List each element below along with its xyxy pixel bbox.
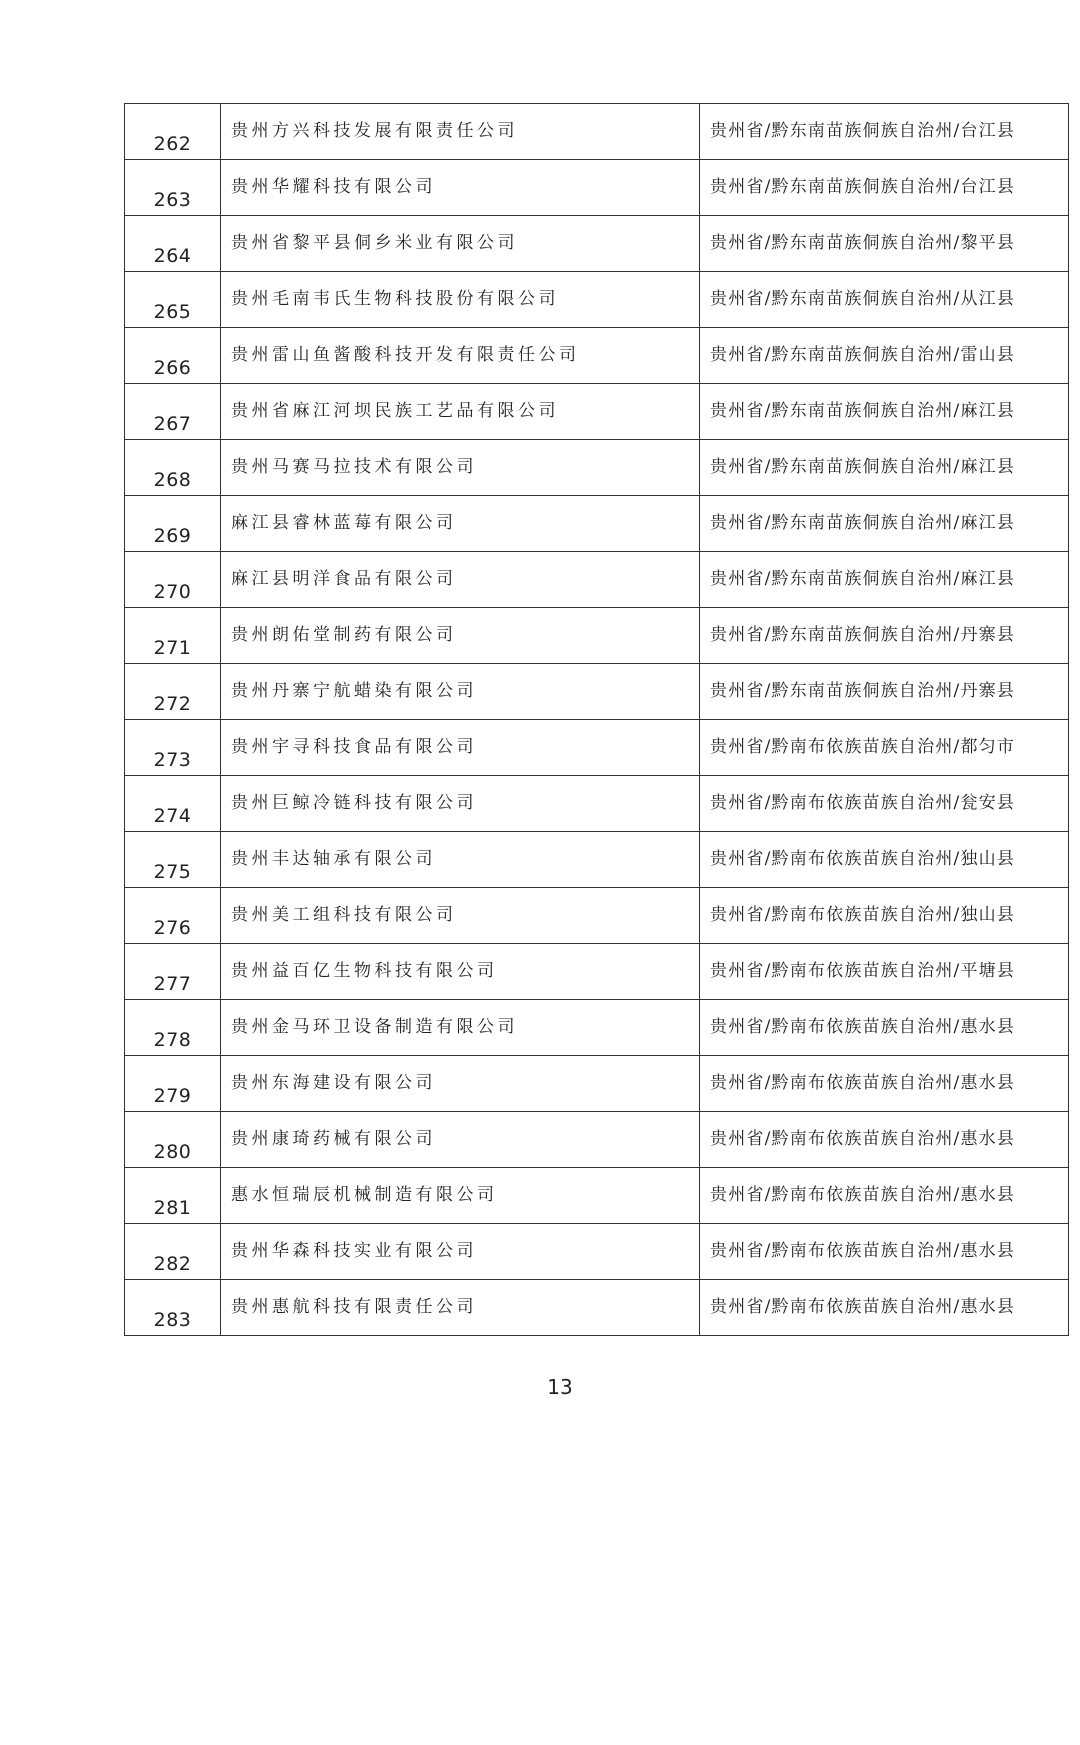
company-region: 贵州省/黔南布依族苗族自治州/惠水县 [700,1056,1069,1112]
company-region: 贵州省/黔东南苗族侗族自治州/麻江县 [700,440,1069,496]
company-name: 贵州华耀科技有限公司 [221,160,700,216]
company-region: 贵州省/黔东南苗族侗族自治州/麻江县 [700,384,1069,440]
table-row [125,328,1069,384]
company-name: 贵州美工组科技有限公司 [221,888,700,944]
table-row [125,496,1069,552]
company-region: 贵州省/黔南布依族苗族自治州/独山县 [700,832,1069,888]
company-name: 贵州朗佑堂制药有限公司 [221,608,700,664]
table-row [125,1056,1069,1112]
company-name: 贵州巨鲸冷链科技有限公司 [221,776,700,832]
company-region: 贵州省/黔东南苗族侗族自治州/麻江县 [700,552,1069,608]
row-number: 273 [125,720,221,776]
row-number: 275 [125,832,221,888]
company-region: 贵州省/黔东南苗族侗族自治州/从江县 [700,272,1069,328]
row-number: 268 [125,440,221,496]
company-region: 贵州省/黔东南苗族侗族自治州/丹寨县 [700,664,1069,720]
company-region: 贵州省/黔南布依族苗族自治州/惠水县 [700,1280,1069,1336]
table-row [125,216,1069,272]
row-number: 264 [125,216,221,272]
table-row [125,1280,1069,1336]
company-region: 贵州省/黔南布依族苗族自治州/平塘县 [700,944,1069,1000]
row-number: 276 [125,888,221,944]
row-number: 265 [125,272,221,328]
table-row [125,888,1069,944]
row-number: 270 [125,552,221,608]
company-region: 贵州省/黔南布依族苗族自治州/惠水县 [700,1224,1069,1280]
company-name: 贵州丹寨宁航蜡染有限公司 [221,664,700,720]
company-region: 贵州省/黔东南苗族侗族自治州/台江县 [700,160,1069,216]
table-row [125,1168,1069,1224]
company-region: 贵州省/黔东南苗族侗族自治州/麻江县 [700,496,1069,552]
company-region: 贵州省/黔南布依族苗族自治州/都匀市 [700,720,1069,776]
table-row [125,608,1069,664]
table-row [125,552,1069,608]
table-row [125,272,1069,328]
company-name: 贵州康琦药械有限公司 [221,1112,700,1168]
company-name: 贵州马赛马拉技术有限公司 [221,440,700,496]
table-row [125,104,1069,160]
company-name: 麻江县睿林蓝莓有限公司 [221,496,700,552]
company-name: 贵州金马环卫设备制造有限公司 [221,1000,700,1056]
company-name: 贵州省黎平县侗乡米业有限公司 [221,216,700,272]
company-region: 贵州省/黔东南苗族侗族自治州/黎平县 [700,216,1069,272]
company-region: 贵州省/黔南布依族苗族自治州/独山县 [700,888,1069,944]
table-row [125,832,1069,888]
table-row [125,1112,1069,1168]
company-table-body [125,104,1069,1336]
company-table [124,103,1069,1336]
company-region: 贵州省/黔南布依族苗族自治州/惠水县 [700,1000,1069,1056]
company-region: 贵州省/黔东南苗族侗族自治州/雷山县 [700,328,1069,384]
row-number: 279 [125,1056,221,1112]
table-row [125,720,1069,776]
table-row [125,944,1069,1000]
row-number: 283 [125,1280,221,1336]
table-row [125,160,1069,216]
company-name: 贵州省麻江河坝民族工艺品有限公司 [221,384,700,440]
company-region: 贵州省/黔东南苗族侗族自治州/台江县 [700,104,1069,160]
table-row [125,384,1069,440]
company-name: 贵州雷山鱼酱酸科技开发有限责任公司 [221,328,700,384]
company-region: 贵州省/黔南布依族苗族自治州/惠水县 [700,1112,1069,1168]
company-name: 惠水恒瑞辰机械制造有限公司 [221,1168,700,1224]
row-number: 271 [125,608,221,664]
table-row [125,1224,1069,1280]
company-name: 贵州东海建设有限公司 [221,1056,700,1112]
company-region: 贵州省/黔南布依族苗族自治州/瓮安县 [700,776,1069,832]
page-number: 13 [547,1375,573,1399]
row-number: 262 [125,104,221,160]
company-region: 贵州省/黔南布依族苗族自治州/惠水县 [700,1168,1069,1224]
row-number: 274 [125,776,221,832]
company-name: 麻江县明洋食品有限公司 [221,552,700,608]
table-row [125,440,1069,496]
company-name: 贵州方兴科技发展有限责任公司 [221,104,700,160]
row-number: 278 [125,1000,221,1056]
table-row [125,1000,1069,1056]
table-row [125,776,1069,832]
company-name: 贵州益百亿生物科技有限公司 [221,944,700,1000]
company-name: 贵州惠航科技有限责任公司 [221,1280,700,1336]
table-row [125,664,1069,720]
row-number: 263 [125,160,221,216]
company-name: 贵州毛南韦氏生物科技股份有限公司 [221,272,700,328]
company-name: 贵州丰达轴承有限公司 [221,832,700,888]
row-number: 280 [125,1112,221,1168]
row-number: 281 [125,1168,221,1224]
row-number: 282 [125,1224,221,1280]
company-name: 贵州华森科技实业有限公司 [221,1224,700,1280]
company-name: 贵州宇寻科技食品有限公司 [221,720,700,776]
company-region: 贵州省/黔东南苗族侗族自治州/丹寨县 [700,608,1069,664]
row-number: 277 [125,944,221,1000]
row-number: 266 [125,328,221,384]
row-number: 272 [125,664,221,720]
row-number: 267 [125,384,221,440]
row-number: 269 [125,496,221,552]
